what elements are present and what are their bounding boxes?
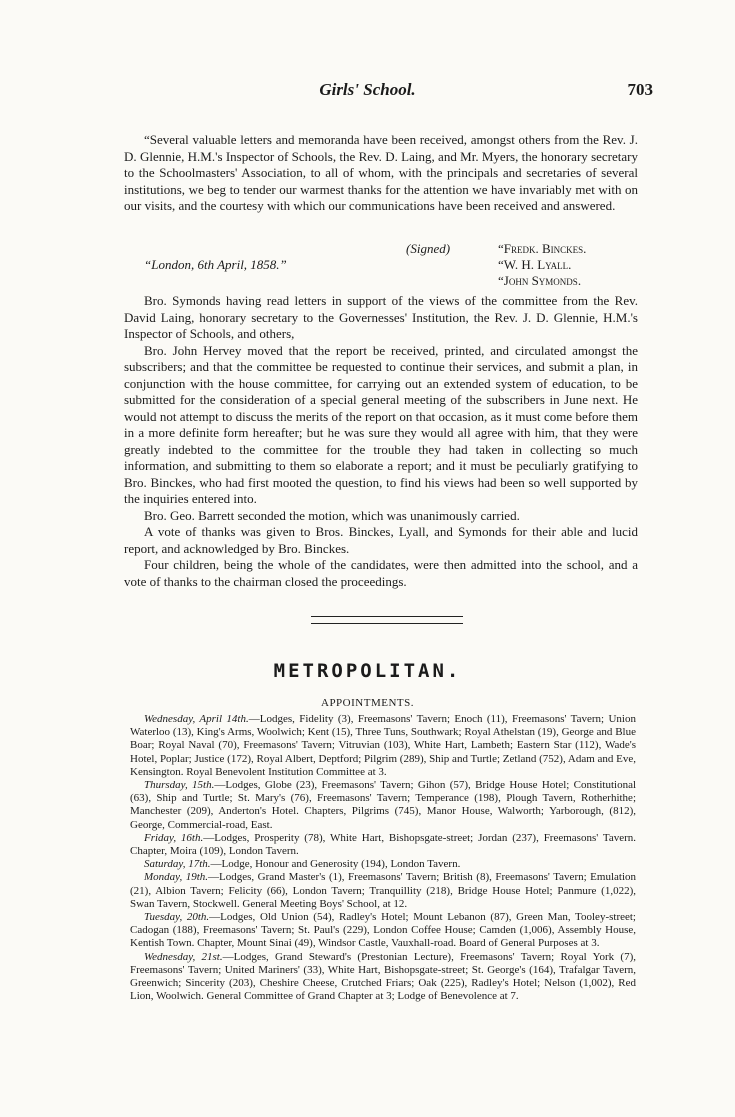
appointment-entry (130, 858, 636, 871)
appointment-day: Wednesday, 21st. (144, 950, 223, 963)
appointment-day: Monday, 19th. (144, 871, 209, 884)
place-date: “London, 6th April, 1858.” (144, 257, 287, 272)
quote-paragraph: “Several valuable letters and memoranda have been received, amongst others from the Rev. J. D. Glennie, H.M.'s Inspector of Schools, the Rev. D. Laing, and Mr. Myers, the honorary secretary to the Schoolmasters' Association, to all of whom, with the principals and secretaries of several institutions, we beg to tender our warmest thanks for the attention we have invariably met with on our visits, and the courtesy with which our communications have been received and answered. (124, 132, 638, 213)
signatory: “Fredk. Binckes. (498, 241, 587, 256)
appointment-day: Thursday, 15th. (144, 779, 215, 792)
report-paragraph: A vote of thanks was given to Bros. Binckes, Lyall, and Symonds for their able and lucid report, and acknowledged by Bro. Binckes. (124, 524, 638, 556)
appointment-day: Friday, 16th. (144, 831, 204, 844)
appointment-text: —Lodges, Fidelity (3), Freemasons' Tavern; Enoch (11), Freemasons' Tavern; Union Waterloo (13), King's Arms, Woolwich; Kent (15), Three Tuns, Southwark; Royal Athelstan (19), George and Blue Boar; Royal Naval (70), Freemasons' Tavern; Vitruvian (103), White Hart, Lambeth; Eastern Star (112), Wade's Hotel, Poplar; Justice (172), Royal Albert, Deptford; Pilgrim (289), Ship and Turtle; Zetland (752), Adam and Eve, Kensington. Royal Benevolent Institution Committee at 3. (130, 713, 636, 778)
section-divider (311, 616, 463, 624)
appointment-entry (130, 713, 636, 779)
report-paragraph: Bro. John Hervey moved that the report be received, printed, and circulated amongst the subscribers; and that the committee be requested to continue their services, and submit a plan, in conjunction with the house committee, for carrying out an extended system of education, to be submitted for the consideration of a special general meeting of the subscribers in June next. He would not attempt to discuss the merits of the report on that occasion, as it must come before them in a more definite form hereafter; but he was sure they would all agree with him, that they were greatly indebted to the committee for the trouble they had taken in collecting so much information, and submitting to them so elaborate a report; and it must be peculiarly gratifying to Bro. Binckes, who had first mooted the question, to find his views had been so well supported by the inquiries entered into. (124, 342, 638, 506)
section-subheading: APPOINTMENTS. (321, 697, 414, 709)
running-title: Girls' School. (319, 80, 416, 99)
report-proceedings (124, 293, 638, 590)
appointments-list (130, 713, 636, 1003)
appointment-entry (130, 951, 636, 1004)
report-paragraph: Bro. Geo. Barrett seconded the motion, which was unanimously carried. (144, 507, 520, 523)
appointment-day: Wednesday, April 14th. (144, 713, 249, 725)
page-number: 703 (627, 80, 653, 99)
appointment-text: —Lodges, Prosperity (78), White Hart, Bishopsgate-street; Jordan (237), Freemasons' Tavern. Chapter, Moira (109), London Tavern. (130, 831, 637, 858)
appointment-text: —Lodges, Globe (23), Freemasons' Tavern; Gihon (57), Bridge House Hotel; Constitutional (63), Ship and Turtle; St. Mary's (76), Freemasons' Tavern; Temperance (198), Plough Tavern, Rotherhithe; Manchester (209), Anderton's Hotel. Chapters, Pilgrims (745), Manor House, Walworth; Yarborough, (812), George, Commercial-road, East. (130, 779, 637, 831)
appointment-entry (130, 911, 636, 951)
signed-label: (Signed) (406, 241, 451, 256)
appointment-text: —Lodge, Honour and Generosity (194), London Tavern. (210, 858, 461, 871)
signatory: “W. H. Lyall. (498, 257, 572, 272)
appointment-entry (130, 779, 636, 832)
quoted-letter (124, 132, 638, 215)
appointment-text: —Lodges, Old Union (54), Radley's Hotel; Mount Lebanon (87), Green Man, Tooley-street; Cadogan (188), Freemasons' Tavern; St. Paul's (229), London Coffee House; Camden (1,006), Assembly House, Kentish Town. Chapter, Mount Sinai (49), Windsor Castle, Vauxhall-road. Board of General Purposes at 3. (130, 911, 636, 950)
running-head (0, 78, 735, 102)
appointment-day: Tuesday, 20th. (144, 911, 210, 924)
appointment-day: Saturday, 17th. (144, 858, 211, 871)
appointment-text: —Lodges, Grand Steward's (Prestonian Lecture), Freemasons' Tavern; Royal York (7), Freemasons' Tavern; United Mariners' (33), White Hart, Bishopsgate-street; St. George's (164), Trafalgar Tavern, Greenwich; Sincerity (203), Cheshire Cheese, Crutched Friars; Oak (225), Radley's Hotel; Nelson (1,002), Red Lion, Woolwich. General Committee of Grand Chapter at 3; Lodge of Benevolence at 7. (130, 950, 636, 1003)
report-paragraph: Four children, being the whole of the candidates, were then admitted into the school, and a vote of thanks to the chairman closed the proceedings. (124, 557, 638, 589)
appointment-entry (130, 832, 636, 858)
signature-block (124, 241, 638, 289)
section-title: METROPOLITAN. (273, 660, 462, 682)
appointment-entry (130, 871, 636, 911)
report-paragraph: Bro. Symonds having read letters in support of the views of the committee from the Rev. David Laing, honorary secretary to the Governesses' Institution, the Rev. J. D. Glennie, H.M.'s Inspector of Schools, and others, (124, 293, 638, 341)
appointment-text: —Lodges, Grand Master's (1), Freemasons' Tavern; British (8), Freemasons' Tavern; Emulation (21), Albion Tavern; Felicity (66), London Tavern; Tranquillity (218), Bridge House Hotel; Panmure (1,022), Swan Tavern, Stockwell. General Meeting Boys' School, at 12. (130, 871, 636, 910)
signatory: “John Symonds. (498, 273, 582, 288)
